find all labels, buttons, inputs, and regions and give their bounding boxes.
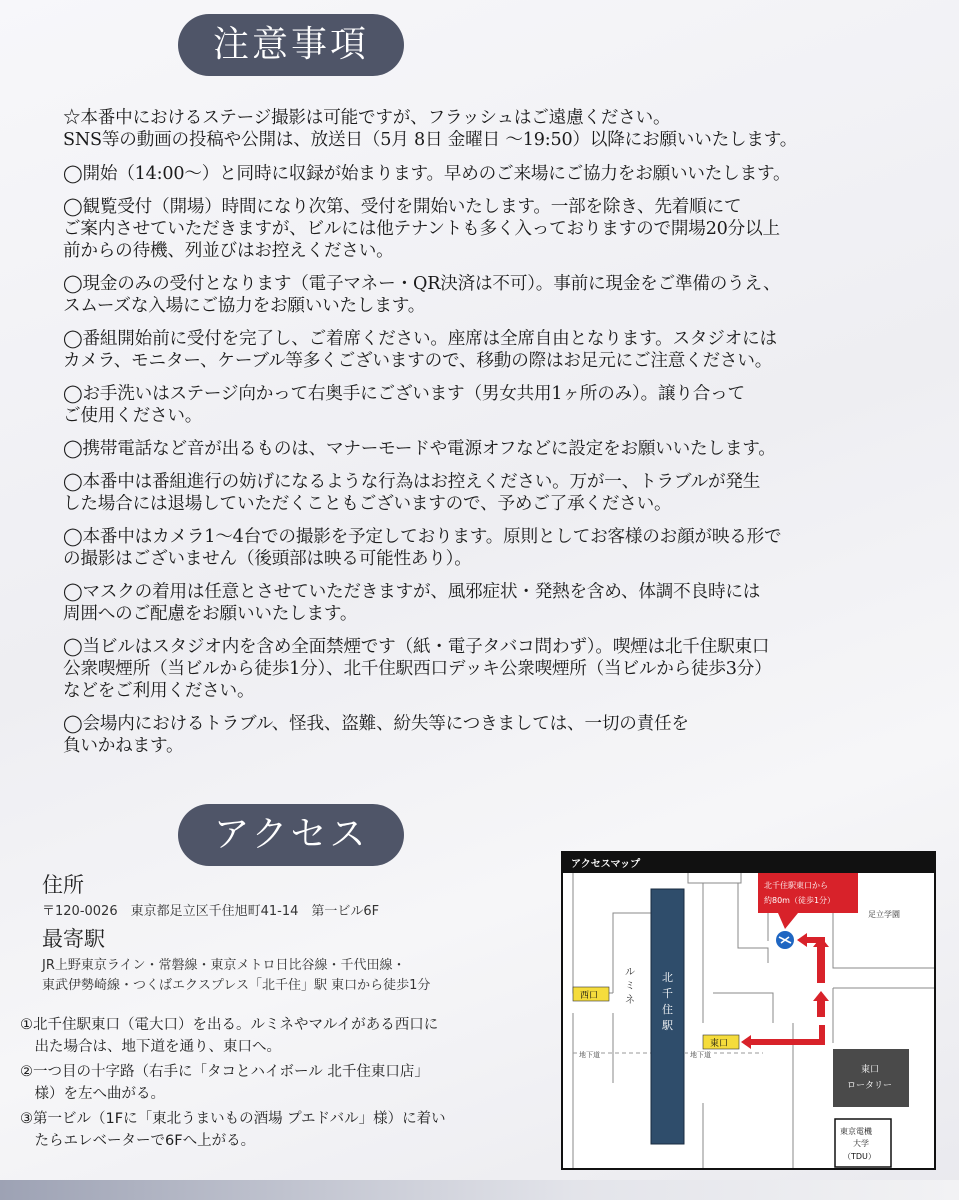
notice-item: ◯番組開始前に受付を完了し、ご着席ください。座席は全席自由となります。スタジオには カメラ、モニター、ケーブル等多くございますので、移動の際はお足元にご注意ください。 <box>63 329 777 371</box>
notice-item: ◯マスクの着用は任意とさせていただきますが、風邪症状・発熱を含め、体調不良時には 周囲へのご配慮をお願いいたします。 <box>63 582 761 624</box>
direction-steps <box>20 1014 560 1155</box>
notice-item: ☆本番中におけるステージ撮影は可能ですが、フラッシュはご遠慮ください。 SNS等の動画の投稿や公開は、放送日（5月 8日 金曜日 ～19:50）以降にお願いいたします。 <box>63 108 798 150</box>
station-char-4: 駅 <box>662 1019 673 1032</box>
direction-step: ②一つ目の十字路（右手に「タコとハイボール 北千住東口店」 様）を左へ曲がる。 <box>20 1064 429 1102</box>
underpass-label-right: 地下道 <box>690 1051 711 1059</box>
west-exit-label: 西口 <box>580 991 599 1001</box>
notice-item: ◯本番中はカメラ1～4台での撮影を予定しております。原則としてお客様のお顔が映る形で の撮影はございません（後頭部は映る可能性あり）。 <box>63 527 782 569</box>
bottom-decor-bar <box>0 1180 959 1200</box>
notice-item: ◯現金のみの受付となります（電子マネー・QR決済は不可）。事前に現金をご準備のうえ、 スムーズな入場にご協力をお願いいたします。 <box>63 274 781 316</box>
tdu-label-1: 東京電機 <box>840 1127 872 1136</box>
rotary-label-1: 東口 <box>861 1065 880 1075</box>
station-char-2: 千 <box>662 987 673 1000</box>
adachi-label: 足立学園 <box>868 910 900 919</box>
access-map <box>561 851 936 1170</box>
underpass-label-left: 地下道 <box>579 1051 600 1059</box>
callout-line-2: 約80m（徒歩1分） <box>764 896 836 905</box>
notice-item: ◯本番中は番組進行の妨げになるような行為はお控えください。万が一、トラブルが発生 した場合には退場していただくこともございますので、予めご了承ください。 <box>63 472 761 514</box>
station-char-1: 北 <box>662 971 673 984</box>
notice-item: ◯携帯電話など音が出るものは、マナーモードや電源オフなどに設定をお願いいたします。 <box>63 439 776 459</box>
direction-step: ③第一ビル（1Fに「東北うまいもの酒場 プエドバル」様）に着い たらエレベーターで6Fへ上がる。 <box>20 1111 446 1149</box>
rotary-block <box>833 1049 909 1107</box>
station-building <box>651 889 684 1144</box>
rotary-label-2: ロータリー <box>847 1081 893 1091</box>
callout-line-1: 北千住駅東口から <box>764 881 828 890</box>
svg-text:ル ミ ネ: ル ミ ネ <box>625 967 635 1006</box>
map-title: アクセスマップ <box>571 859 641 870</box>
notice-item: ◯開始（14:00～）と同時に収録が始まります。早めのご来場にご協力をお願いいたします。 <box>63 164 791 184</box>
access-map-svg <box>563 853 934 1168</box>
notice-list <box>63 107 933 768</box>
address-label: 住所 <box>42 873 84 897</box>
station-line-2: 東武伊勢崎線・つくばエクスプレス「北千住」駅 東口から徒歩1分 <box>42 978 431 993</box>
tdu-label-3: （TDU） <box>843 1152 876 1161</box>
distance-callout <box>758 873 858 913</box>
direction-step: ①北千住駅東口（電大口）を出る。ルミネやマルイがある西口に 出た場合は、地下道を通り、東口へ。 <box>20 1017 439 1055</box>
notice-item: ◯お手洗いはステージ向かって右奥手にございます（男女共用1ヶ所のみ）。譲り合って ご使用ください。 <box>63 384 745 426</box>
east-exit-label: 東口 <box>710 1039 729 1049</box>
section-title-access: アクセス <box>178 804 404 866</box>
station-label: 最寄駅 <box>42 927 105 951</box>
section-title-notices: 注意事項 <box>178 14 404 76</box>
notice-item: ◯観覧受付（開場）時間になり次第、受付を開始いたします。一部を除き、先着順にて ご案内させていただきますが、ビルには他テナントも多く入っておりますので開場20分以上 前からの待機、列並びはお控えください。 <box>63 197 780 261</box>
address-block <box>42 872 552 996</box>
station-char-3: 住 <box>662 1003 673 1016</box>
notice-item: ◯当ビルはスタジオ内を含め全面禁煙です（紙・電子タバコ問わず）。喫煙は北千住駅東口 公衆喫煙所（当ビルから徒歩1分）、北千住駅西口デッキ公衆喫煙所（当ビルから徒歩3分） などをご利用ください。 <box>63 637 772 701</box>
notice-item: ◯会場内におけるトラブル、怪我、盗難、紛失等につきましては、一切の責任を 負いかねます。 <box>63 714 689 756</box>
station-line-1: JR上野東京ライン・常磐線・東京メトロ日比谷線・千代田線・ <box>42 958 406 973</box>
address-text: 〒120-0026 東京都足立区千住旭町41-14 第一ビル6F <box>42 904 380 919</box>
tdu-label-2: 大学 <box>853 1139 869 1148</box>
